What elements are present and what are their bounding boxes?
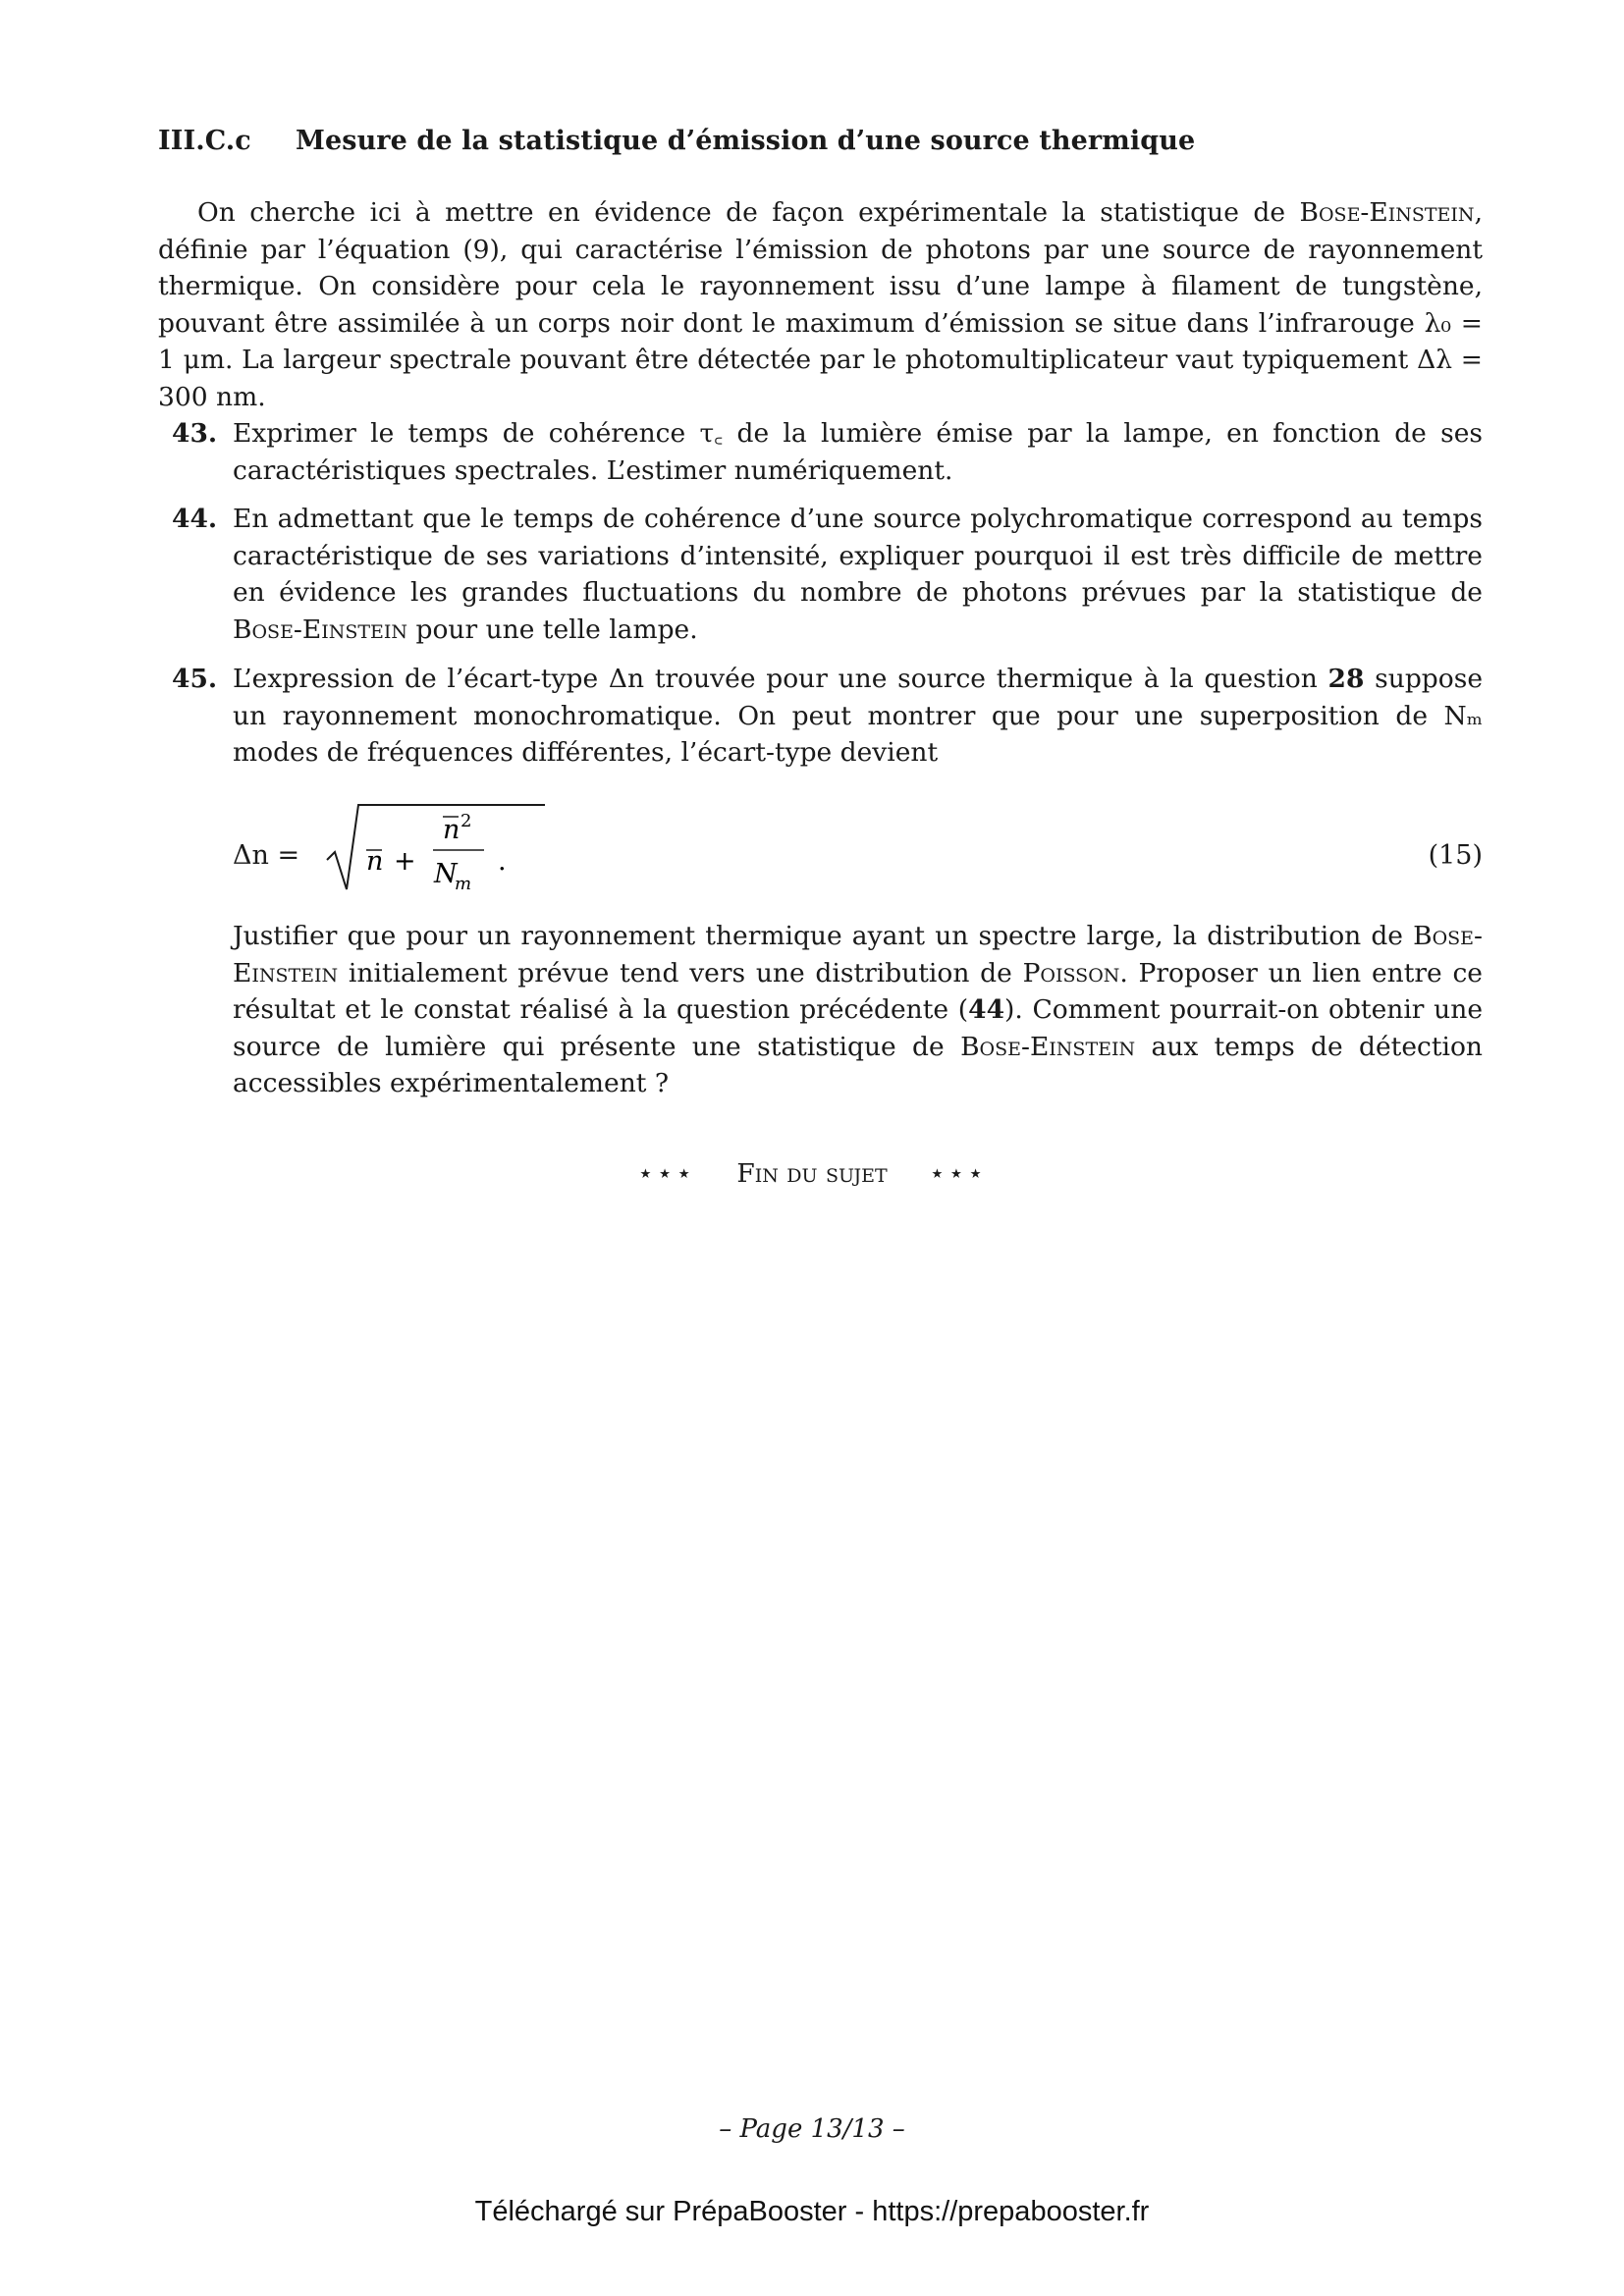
- text-d: ). Comment pourrait-on obtenir une source de lumière qui présente une statistique de: [233, 994, 1484, 1062]
- name-bose-einstein: Bose-Einstein: [233, 921, 1483, 988]
- question-text: [233, 661, 1483, 772]
- question-text-2: suppose un rayonnement monochromatique. On peut montrer que pour une superposition de Nₘ modes de fréquences différentes, l’écart-type devient: [233, 664, 1483, 768]
- equation-period: .: [498, 846, 507, 877]
- question-number: 45.: [172, 664, 218, 694]
- question-45: [158, 661, 1483, 772]
- question-ref-28: 28: [1327, 664, 1365, 694]
- question-44: [158, 501, 1483, 648]
- text-a: Justifier que pour un rayonnement thermique ayant un spectre large, la distribution de: [233, 921, 1414, 951]
- question-ref-44: 44: [968, 994, 1005, 1025]
- section-heading: [158, 126, 1195, 156]
- equation-15: [233, 801, 1483, 899]
- text-c: . Proposer un lien entre ce résultat et le constat réalisé à la question précédente (: [233, 957, 1483, 1025]
- intro-text-2: , définie par l’équation (9), qui caractérise l’émission de photons par une source de rayonnement thermique. On considère pour cela le rayonnement issu d’une lampe à filament de tungstène, pouvant être assimilée à un corps noir dont le maximum d’émission se situe dans l’infrarouge λ₀ = 1 μm. La largeur spectrale pouvant être détectée par le photomultiplicateur vaut typiquement Δλ = 300 nm.: [158, 197, 1483, 412]
- equation-num-exp: 2: [460, 811, 472, 831]
- equation-sqrt-expression: [319, 801, 574, 899]
- intro-paragraph: [158, 194, 1483, 415]
- stars-right: ⋆⋆⋆: [929, 1158, 987, 1189]
- page-number: – Page 13/13 –: [719, 2114, 905, 2144]
- section-title: Mesure de la statistique d’émission d’une source thermique: [296, 126, 1196, 156]
- footer-download-notice: Téléchargé sur PrépaBooster - https://prepabooster.fr: [474, 2196, 1150, 2227]
- equation-den-n: N: [434, 859, 458, 889]
- intro-name-bose-einstein: Bose-Einstein: [1299, 197, 1475, 228]
- equation-nbar: n: [366, 846, 384, 877]
- question-number: 44.: [172, 504, 218, 534]
- section-number: III.C.c: [158, 126, 251, 156]
- stars-left: ⋆⋆⋆: [637, 1158, 695, 1189]
- intro-text-1: On cherche ici à mettre en évidence de façon expérimentale la statistique de: [197, 197, 1300, 228]
- question-45-continued: [158, 918, 1483, 1102]
- question-text-continued: [233, 918, 1483, 1102]
- text-b: initialement prévue tend vers une distribution de: [338, 957, 1023, 988]
- equation-lhs: Δn =: [233, 840, 300, 871]
- text-e: aux temps de détection accessibles expérimentalement ?: [233, 1031, 1483, 1098]
- name-bose-einstein: Bose-Einstein: [960, 1031, 1136, 1062]
- name-bose-einstein: Bose-Einstein: [233, 614, 408, 645]
- question-number: 43.: [172, 418, 218, 449]
- equation-den-sub: m: [455, 874, 472, 894]
- question-43: [158, 415, 1483, 489]
- question-text: Exprimer le temps de cohérence τ꜀ de la lumière émise par la lampe, en fonction de ses caractéristiques spectrales. L’estimer numériquement.: [233, 418, 1483, 486]
- question-text-1: En admettant que le temps de cohérence d’une source polychromatique correspond au temps caractéristique de ses variations d’intensité, expliquer pourquoi il est très difficile de mettre en évidence les grandes fluctuations du nombre de photons prévues par la statistique de: [233, 504, 1483, 608]
- equation-num-n: n: [443, 815, 460, 845]
- question-text: [233, 501, 1483, 648]
- fin-text: Fin du sujet: [736, 1158, 888, 1189]
- equation-number: (15): [1428, 840, 1483, 871]
- equation-plus: +: [394, 846, 416, 877]
- question-text-1: L’expression de l’écart-type Δn trouvée pour une source thermique à la question: [233, 664, 1328, 694]
- question-text-2: pour une telle lampe.: [407, 614, 698, 645]
- end-of-subject: [0, 1158, 1624, 1189]
- name-poisson: Poisson: [1022, 957, 1120, 988]
